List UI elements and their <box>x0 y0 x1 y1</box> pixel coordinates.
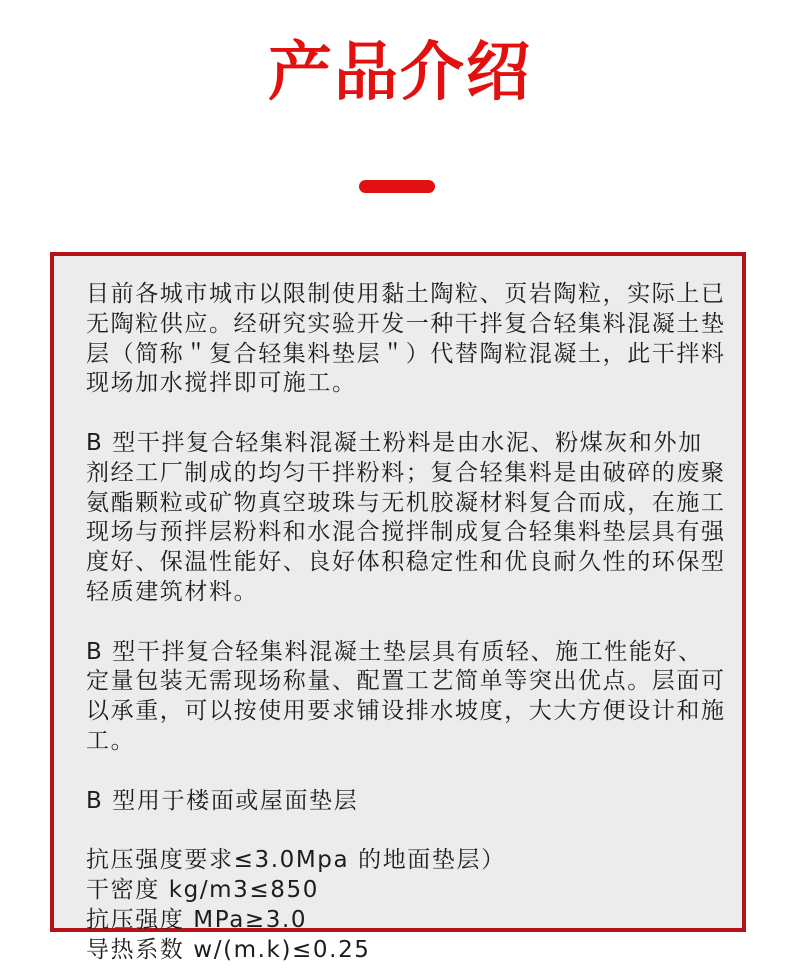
spec-line: 抗压强度要求≤3.0Mpa 的地面垫层） <box>86 847 506 874</box>
content-box <box>50 252 746 963</box>
page-title: 产品介绍 <box>268 36 532 110</box>
intro-paragraph: 目前各城市城市以限制使用黏土陶粒、页岩陶粒，实际上已无陶粒供应。经研究实验开发一种干拌复合轻集料混凝土垫层（简称＂复合轻集料垫层＂）代替陶粒混凝土，此干拌料现场加水搅拌即可施工。 <box>86 281 726 397</box>
spec-line: 导热系数 w/(m.k)≤0.25 <box>86 936 371 963</box>
spec-line: 抗压强度 MPa≥3.0 <box>86 906 308 933</box>
composition-paragraph: B 型干拌复合轻集料混凝土粉料是由水泥、粉煤灰和外加剂经工厂制成的均匀干拌粉料；复合轻集料是由破碎的废聚氨酯颗粒或矿物真空玻珠与无机胶凝材料复合而成，在施工现场与预拌层粉料和水混合搅拌制成复合轻集料垫层具有强度好、保温性能好、良好体积稳定性和优良耐久性的环保型轻质建筑材料。 <box>86 429 726 605</box>
title-underline-bar <box>359 180 435 193</box>
spec-line: 干密度 kg/m3≤850 <box>86 876 319 903</box>
advantages-paragraph: B 型干拌复合轻集料混凝土垫层具有质轻、施工性能好、定量包装无需现场称量、配置工艺简单等突出优点。层面可以承重，可以按使用要求铺设排水坡度，大大方便设计和施工。 <box>86 638 726 754</box>
specs-list <box>86 846 726 965</box>
usage-paragraph: B 型用于楼面或屋面垫层 <box>86 787 359 814</box>
content-text <box>86 280 726 965</box>
